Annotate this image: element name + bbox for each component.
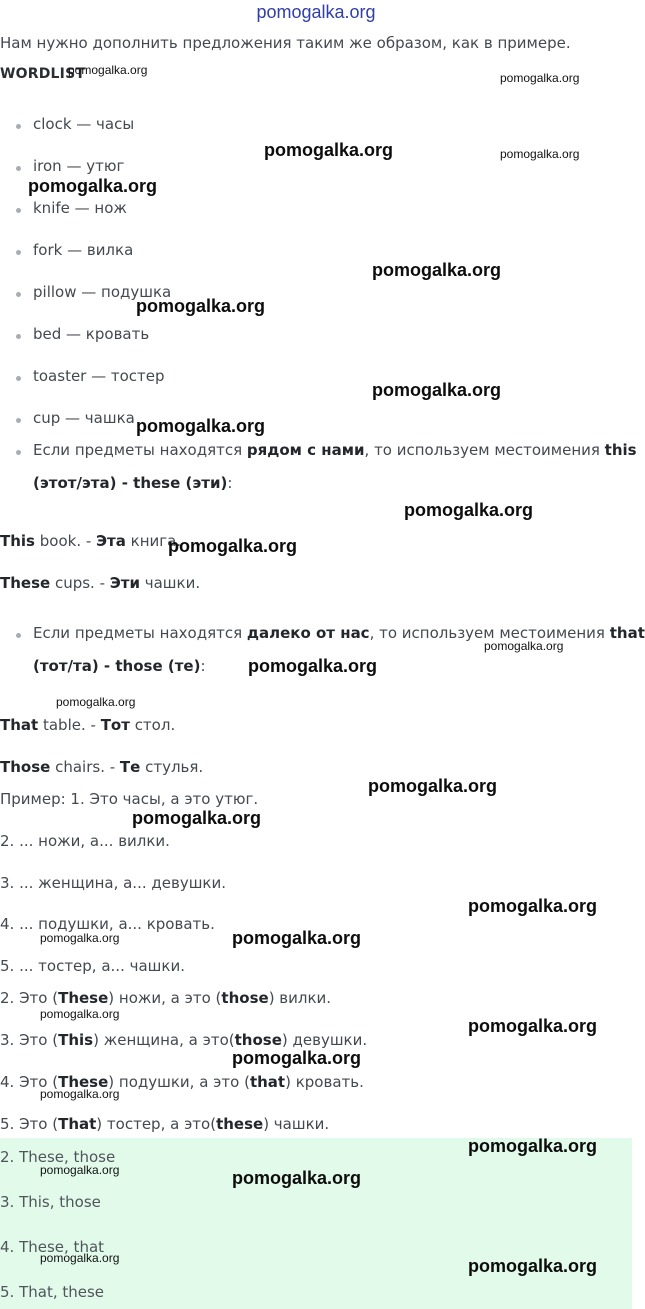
task-line: 4. ... подушки, а... кровать. <box>0 915 215 933</box>
example-line: Пример: 1. Это часы, а это утюг. <box>0 790 259 808</box>
rule-near-line1: Если предметы находятся рядом с нами, то используем местоимения this <box>33 441 637 459</box>
wordlist-item: cup — чашка <box>33 409 135 427</box>
watermark: pomogalka.org <box>40 1163 120 1177</box>
answer-line: 2. These, those <box>0 1148 116 1166</box>
example-those: Those chairs. - Те стулья. <box>0 758 204 776</box>
watermark: pomogalka.org <box>372 260 502 280</box>
bullet-dot <box>16 124 21 129</box>
watermark: pomogalka.org <box>372 380 502 400</box>
watermark: pomogalka.org <box>40 1087 120 1101</box>
bullet-dot <box>16 208 21 213</box>
watermark: pomogalka.org <box>468 1016 598 1036</box>
watermark: pomogalka.org <box>136 296 266 316</box>
watermark: pomogalka.org <box>248 656 378 676</box>
rule-far-line2: (тот/та) - those (те): <box>33 657 206 675</box>
watermark: pomogalka.org <box>40 1251 120 1265</box>
watermark: pomogalka.org <box>40 931 120 945</box>
task-line: 5. ... тостер, а... чашки. <box>0 957 185 975</box>
watermark-top: pomogalka.org <box>256 2 376 22</box>
bullet-dot <box>16 418 21 423</box>
watermark: pomogalka.org <box>232 1048 362 1068</box>
answer-line: 3. This, those <box>0 1193 101 1211</box>
filled-line: 2. Это (These) ножи, а это (those) вилки. <box>0 989 332 1007</box>
wordlist-item: bed — кровать <box>33 325 150 343</box>
task-line: 2. ... ножи, а... вилки. <box>0 832 170 850</box>
watermark: pomogalka.org <box>56 695 136 709</box>
watermark: pomogalka.org <box>28 176 158 196</box>
bullet-dot <box>16 334 21 339</box>
watermark: pomogalka.org <box>500 71 580 85</box>
answer-line: 5. That, these <box>0 1283 105 1301</box>
filled-line: 5. Это (That) тостер, а это(these) чашки. <box>0 1115 330 1133</box>
bullet-dot <box>16 166 21 171</box>
watermark: pomogalka.org <box>368 776 498 796</box>
bullet-dot <box>16 376 21 381</box>
watermark: pomogalka.org <box>264 140 394 160</box>
wordlist-item: knife — нож <box>33 199 127 217</box>
watermark: pomogalka.org <box>484 639 564 653</box>
wordlist-item: fork — вилка <box>33 241 134 259</box>
watermark: pomogalka.org <box>132 808 262 828</box>
watermark: pomogalka.org <box>232 928 362 948</box>
watermark: pomogalka.org <box>168 536 298 556</box>
watermark: pomogalka.org <box>68 63 148 77</box>
watermark: pomogalka.org <box>232 1168 362 1188</box>
bullet-dot <box>16 292 21 297</box>
rule-far-line1: Если предметы находятся далеко от нас, то используем местоимения that <box>33 624 645 642</box>
bullet-dot <box>16 450 21 455</box>
wordlist-heading: WORDLIST <box>0 66 86 82</box>
task-line: 3. ... женщина, а... девушки. <box>0 874 226 892</box>
filled-line: 3. Это (This) женщина, а это(those) девушки. <box>0 1031 368 1049</box>
watermark: pomogalka.org <box>468 1136 598 1156</box>
answer-line: 4. These, that <box>0 1238 105 1256</box>
watermark: pomogalka.org <box>468 1256 598 1276</box>
example-this: This book. - Эта книга. <box>0 532 182 550</box>
bullet-dot <box>16 250 21 255</box>
wordlist-item: toaster — тостер <box>33 367 165 385</box>
watermark: pomogalka.org <box>404 500 534 520</box>
watermark: pomogalka.org <box>468 896 598 916</box>
wordlist-item: pillow — подушка <box>33 283 172 301</box>
watermark: pomogalka.org <box>40 1007 120 1021</box>
rule-near-line2: (этот/эта) - these (эти): <box>33 474 233 492</box>
watermark: pomogalka.org <box>500 147 580 161</box>
bullet-dot <box>16 633 21 638</box>
intro-text: Нам нужно дополнить предложения таким же образом, как в примере. <box>0 34 571 52</box>
filled-line: 4. Это (These) подушки, а это (that) кровать. <box>0 1073 364 1091</box>
example-these: These cups. - Эти чашки. <box>0 574 201 592</box>
example-that: That table. - Тот стол. <box>0 716 176 734</box>
wordlist-item: iron — утюг <box>33 157 125 175</box>
wordlist-item: clock — часы <box>33 115 135 133</box>
watermark: pomogalka.org <box>136 416 266 436</box>
